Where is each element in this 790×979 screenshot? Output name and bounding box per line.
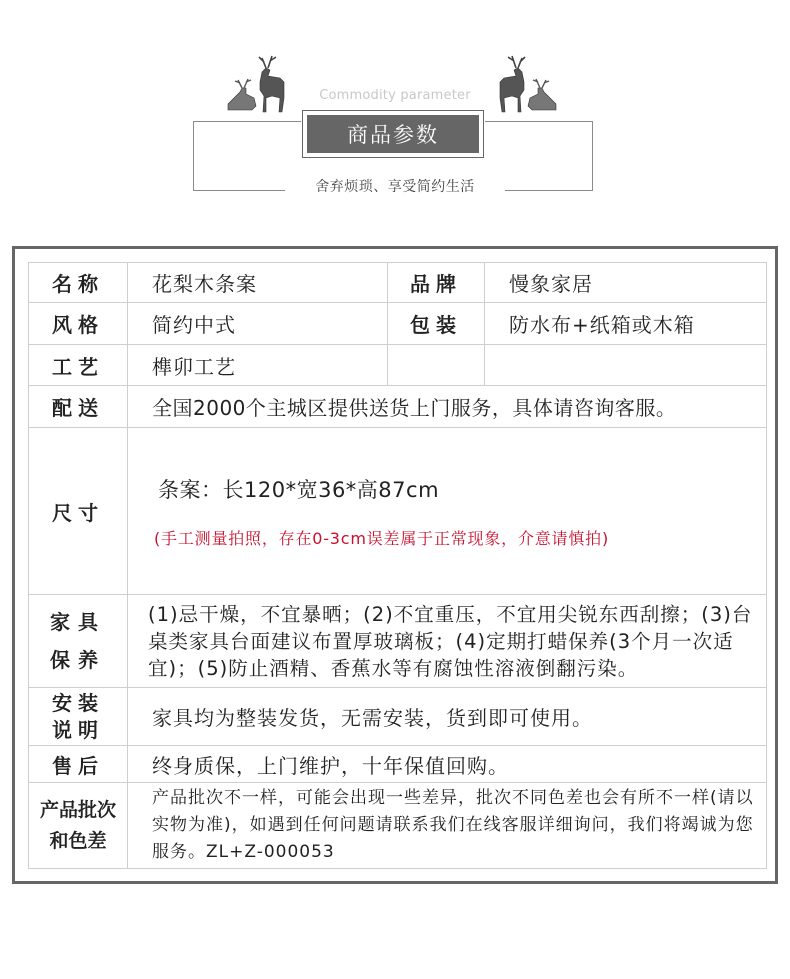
subtitle-english: Commodity parameter — [319, 88, 471, 103]
brand-label: 品牌 — [388, 263, 485, 303]
delivery-label: 配送 — [29, 386, 128, 428]
package-value: 防水布+纸箱或木箱 — [485, 303, 767, 345]
style-value: 简约中式 — [128, 303, 388, 345]
brand-value: 慢象家居 — [485, 263, 767, 303]
color-diff-label: 产品批次 和色差 — [29, 783, 128, 869]
params-table — [28, 262, 767, 869]
table-row — [29, 345, 767, 386]
package-label: 包装 — [388, 303, 485, 345]
color-diff-value: 产品批次不一样，可能会出现一些差异，批次不同色差也会有所不一样(请以实物为准)，如遇到任何问题请联系我们在线客服详细询问，我们将竭诚为您服务。ZL+Z-000053 — [128, 783, 767, 869]
slogan: 舍弃烦琐、享受简约生活 — [285, 176, 505, 196]
table-row — [29, 386, 767, 428]
table-row — [29, 428, 767, 595]
craft-value: 榫卯工艺 — [128, 345, 388, 386]
empty-cell — [485, 345, 767, 386]
size-cell — [128, 428, 767, 595]
table-row — [29, 303, 767, 345]
install-value: 家具均为整装发货，无需安装，货到即可使用。 — [128, 688, 767, 746]
table-row — [29, 783, 767, 869]
size-note: (手工测量拍照，存在0-3cm误差属于正常现象，介意请慎拍) — [154, 528, 610, 548]
install-label: 安装 说明 — [29, 688, 128, 746]
table-row — [29, 263, 767, 303]
name-label: 名称 — [29, 263, 128, 303]
care-label: 家具 保养 — [29, 595, 128, 688]
table-row — [29, 688, 767, 746]
aftersale-value: 终身质保，上门维护，十年保值回购。 — [128, 746, 767, 783]
name-value: 花梨木条案 — [128, 263, 388, 303]
page-title: 商品参数 — [307, 115, 479, 153]
delivery-value: 全国2000个主城区提供送货上门服务，具体请咨询客服。 — [128, 386, 767, 428]
craft-label: 工艺 — [29, 345, 128, 386]
header-banner — [0, 0, 790, 200]
size-value: 条案：长120*宽36*高87cm — [158, 477, 440, 502]
table-row — [29, 595, 767, 688]
care-value: (1)忌干燥，不宜暴晒；(2)不宜重压，不宜用尖锐东西刮擦；(3)台桌类家具台面建议布置厚玻璃板；(4)定期打蜡保养(3个月一次适宜)；(5)防止酒精、香蕉水等有腐蚀性溶液倒翻污染。 — [128, 595, 767, 688]
size-label: 尺寸 — [29, 428, 128, 595]
empty-cell — [388, 345, 485, 386]
title-box — [302, 110, 484, 158]
aftersale-label: 售后 — [29, 746, 128, 783]
deer-decoration-left-icon — [222, 52, 302, 116]
table-row — [29, 746, 767, 783]
style-label: 风格 — [29, 303, 128, 345]
deer-decoration-right-icon — [482, 52, 562, 116]
